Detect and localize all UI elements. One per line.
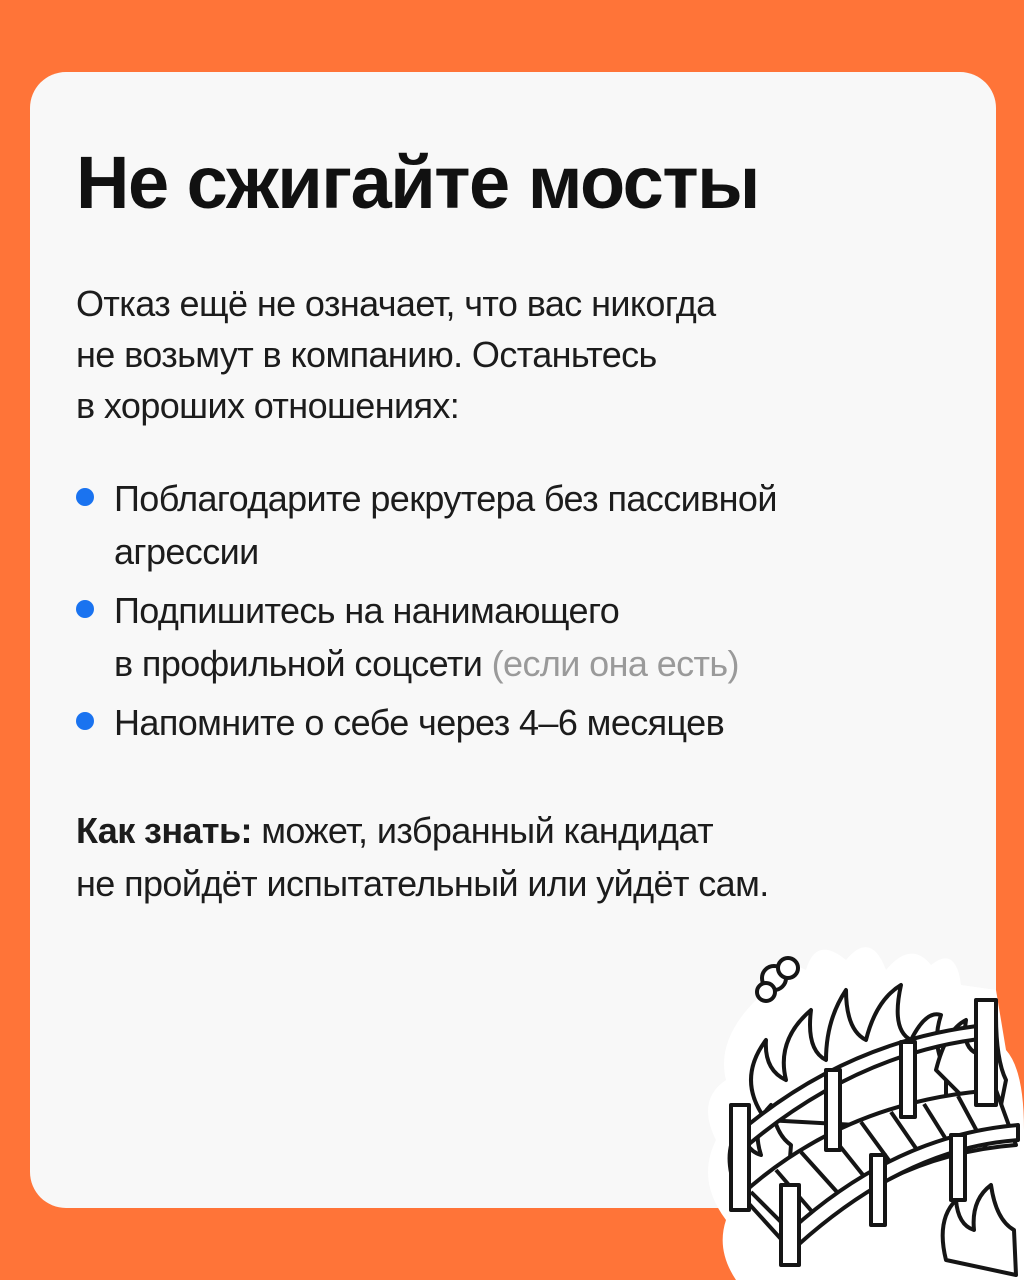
note-line [76, 804, 956, 857]
intro-line: не возьмут в компанию. Останьтесь [76, 334, 657, 375]
burning-bridge-icon [696, 930, 1024, 1280]
bullet-dot-icon [76, 600, 94, 618]
bullet-dot-icon [76, 712, 94, 730]
list-item [76, 696, 956, 749]
list-item-text [114, 637, 956, 690]
note-label: Как знать: [76, 810, 252, 851]
intro-text [76, 278, 936, 431]
bullet-dot-icon [76, 488, 94, 506]
list-item-text: Напомните о себе через 4–6 месяцев [114, 702, 725, 743]
intro-line: в хороших отношениях: [76, 385, 460, 426]
list-item-aside: (если она есть) [491, 643, 739, 684]
tips-list [76, 472, 956, 755]
note-text [76, 804, 956, 910]
list-item [76, 584, 956, 690]
page-title: Не сжигайте мосты [76, 141, 759, 224]
note-line: не пройдёт испытательный или уйдёт сам. [76, 863, 769, 904]
list-item-text: Поблагодарите рекрутера без пассивной [114, 478, 777, 519]
list-item-text-main: в профильной соцсети [114, 643, 483, 684]
intro-line: Отказ ещё не означает, что вас никогда [76, 283, 716, 324]
note-line-text: может, избранный кандидат [261, 810, 713, 851]
list-item-text: агрессии [114, 531, 259, 572]
list-item-text: Подпишитесь на нанимающего [114, 590, 620, 631]
list-item [76, 472, 956, 578]
